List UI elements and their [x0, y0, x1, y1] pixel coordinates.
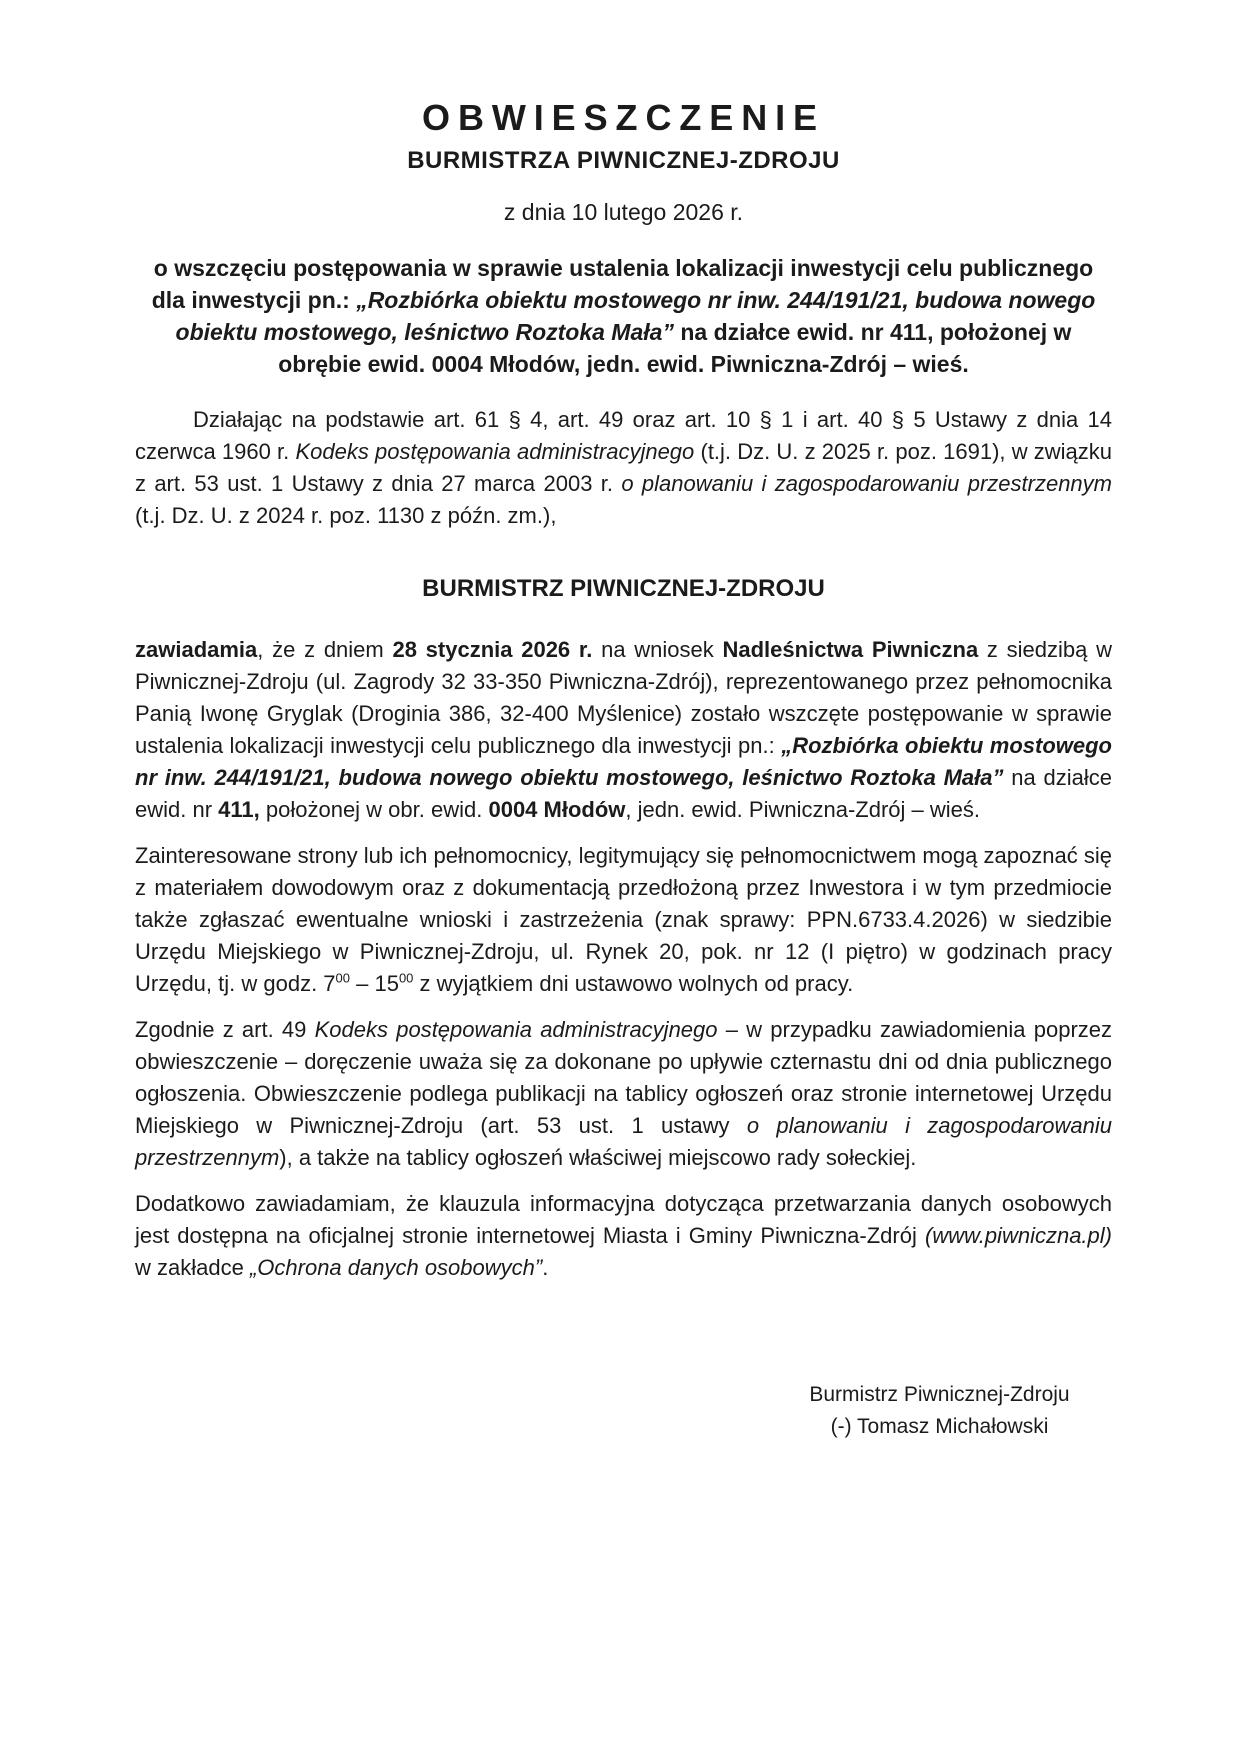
notification-date: 28 stycznia 2026 r.	[392, 637, 593, 662]
legal-basis-text-3: (t.j. Dz. U. z 2024 r. poz. 1130 z późn. zm.),	[135, 503, 557, 528]
legal-basis-text: Działając na podstawie art. 61 § 4, art. 49 oraz art. 10 § 1 i art. 40 § 5 Ustawy z dnia 14 czerwca 1960 r.	[135, 407, 1112, 464]
notification-text-1: , że z dniem	[257, 637, 393, 662]
notification-text-5: położonej w obr. ewid.	[259, 797, 489, 822]
opening-hour-superscript: 00	[335, 970, 351, 986]
delivery-text-1: Zgodnie z art. 49	[135, 1017, 315, 1042]
legal-basis-act-kpa: Kodeks postępowania administracyjnego	[295, 439, 695, 464]
rodo-text-3: .	[542, 1255, 549, 1280]
parcel-number: 411,	[218, 797, 260, 822]
legal-basis-paragraph	[135, 404, 1112, 532]
precinct-name: 0004 Młodów	[488, 797, 626, 822]
issuing-authority-heading: BURMISTRZ PIWNICZNEJ-ZDROJU	[422, 575, 825, 602]
document-title: OBWIESZCZENIE	[422, 97, 825, 138]
notification-text-2: na wniosek	[592, 637, 723, 662]
delivery-info-paragraph	[135, 1014, 1112, 1174]
legal-basis-act-planning: o planowaniu i zagospodarowaniu przestrzennym	[621, 471, 1112, 496]
signature-name: (-) Tomasz Michałowski	[830, 1415, 1049, 1438]
legal-basis-text-2: (t.j. Dz. U. z 2025 r. poz. 1691), w związku z art. 53 ust. 1 Ustawy z dnia 27 marca 2003 r.	[135, 439, 1113, 496]
document-issuer: BURMISTRZA PIWNICZNEJ-ZDROJU	[407, 147, 840, 174]
delivery-text-2: – w przypadku zawiadomienia poprzez obwieszczenie – doręczenie uważa się za dokonane po upływie czternastu dni od dnia publicznego ogłoszenia. Obwieszczenie podlega publikacji na tablicy ogłoszeń oraz stronie internetowej Urzędu Miejskiego w Piwnicznej-Zdroju (art. 53 ust. 1 ustawy	[135, 1017, 1112, 1138]
parties-info-text: Zainteresowane strony lub ich pełnomocnicy, legitymujący się pełnomocnictwem mogą zapoznać się z materiałem dowodowym oraz z dokumentacją przedłożoną przez Inwestora i w tym przedmiocie także zgłaszać ewentualne wnioski i zastrzeżenia (znak sprawy: PPN.6733.4.2026) w siedzibie Urzędu Miejskiego w Piwnicznej-Zdroju, ul. Rynek 20, pok. nr 12 (I piętro) w godzinach pracy Urzędu, tj. w godz. 7	[135, 843, 1112, 996]
subject-investment-name: „Rozbiórka obiektu mostowego nr inw. 244/191/21, budowa nowego obiektu mostowego, leśnictwo Roztoka Mała”	[175, 287, 1096, 345]
rodo-info-paragraph	[135, 1188, 1112, 1284]
delivery-act-planning: o planowaniu i zagospodarowaniu przestrzennym	[135, 1113, 1112, 1170]
website-address: (www.piwniczna.pl)	[924, 1223, 1112, 1248]
subject-text-tail: na działce ewid. nr 411, położonej w obrębie ewid. 0004 Młodów, jedn. ewid. Piwniczna-Zdrój – wieś.	[278, 319, 1072, 377]
notification-verb: zawiadamia	[135, 637, 258, 662]
notification-text-4: na działce ewid. nr	[135, 765, 1112, 822]
notification-text-3: z siedzibą w Piwnicznej-Zdroju (ul. Zagrody 32 33-350 Piwniczna-Zdrój), reprezentowanego przez pełnomocnika Panią Iwonę Gryglak (Droginia 386, 32-400 Myślenice) zostało wszczęte postępowanie w sprawie ustalenia lokalizacji inwestycji celu publicznego dla inwestycji pn.:	[135, 637, 1112, 758]
rodo-tab-name: „Ochrona danych osobowych”	[249, 1255, 543, 1280]
investment-name: „Rozbiórka obiektu mostowego nr inw. 244/191/21, budowa nowego obiektu mostowego, leśnictwo Roztoka Mała”	[135, 733, 1112, 790]
document-date-line: z dnia 10 lutego 2026 r.	[503, 199, 744, 225]
signature-title: Burmistrz Piwnicznej-Zdroju	[809, 1383, 1070, 1406]
closing-hour-superscript: 00	[398, 970, 414, 986]
delivery-text-3: ), a także na tablicy ogłoszeń właściwej miejscowo rady sołeckiej.	[279, 1145, 917, 1170]
rodo-text-2: w zakładce	[135, 1255, 250, 1280]
document-subject	[135, 252, 1112, 380]
parties-info-tail: z wyjątkiem dni ustawowo wolnych od pracy.	[413, 971, 854, 996]
delivery-act-kpa: Kodeks postępowania administracyjnego	[314, 1017, 718, 1042]
applicant-name: Nadleśnictwa Piwniczna	[722, 637, 979, 662]
signature-block	[767, 1379, 1112, 1443]
parties-info-dash: – 15	[350, 971, 399, 996]
subject-text-lead: o wszczęciu postępowania w sprawie ustalenia lokalizacji inwestycji celu publicznego dla inwestycji pn.:	[151, 255, 1094, 313]
notification-paragraph	[135, 634, 1112, 826]
rodo-text-1: Dodatkowo zawiadamiam, że klauzula informacyjna dotycząca przetwarzania danych osobowych jest dostępna na oficjalnej stronie internetowej Miasta i Gminy Piwniczna-Zdrój	[135, 1191, 1112, 1248]
notification-text-6: , jedn. ewid. Piwniczna-Zdrój – wieś.	[625, 797, 980, 822]
parties-info-paragraph	[135, 840, 1112, 1000]
